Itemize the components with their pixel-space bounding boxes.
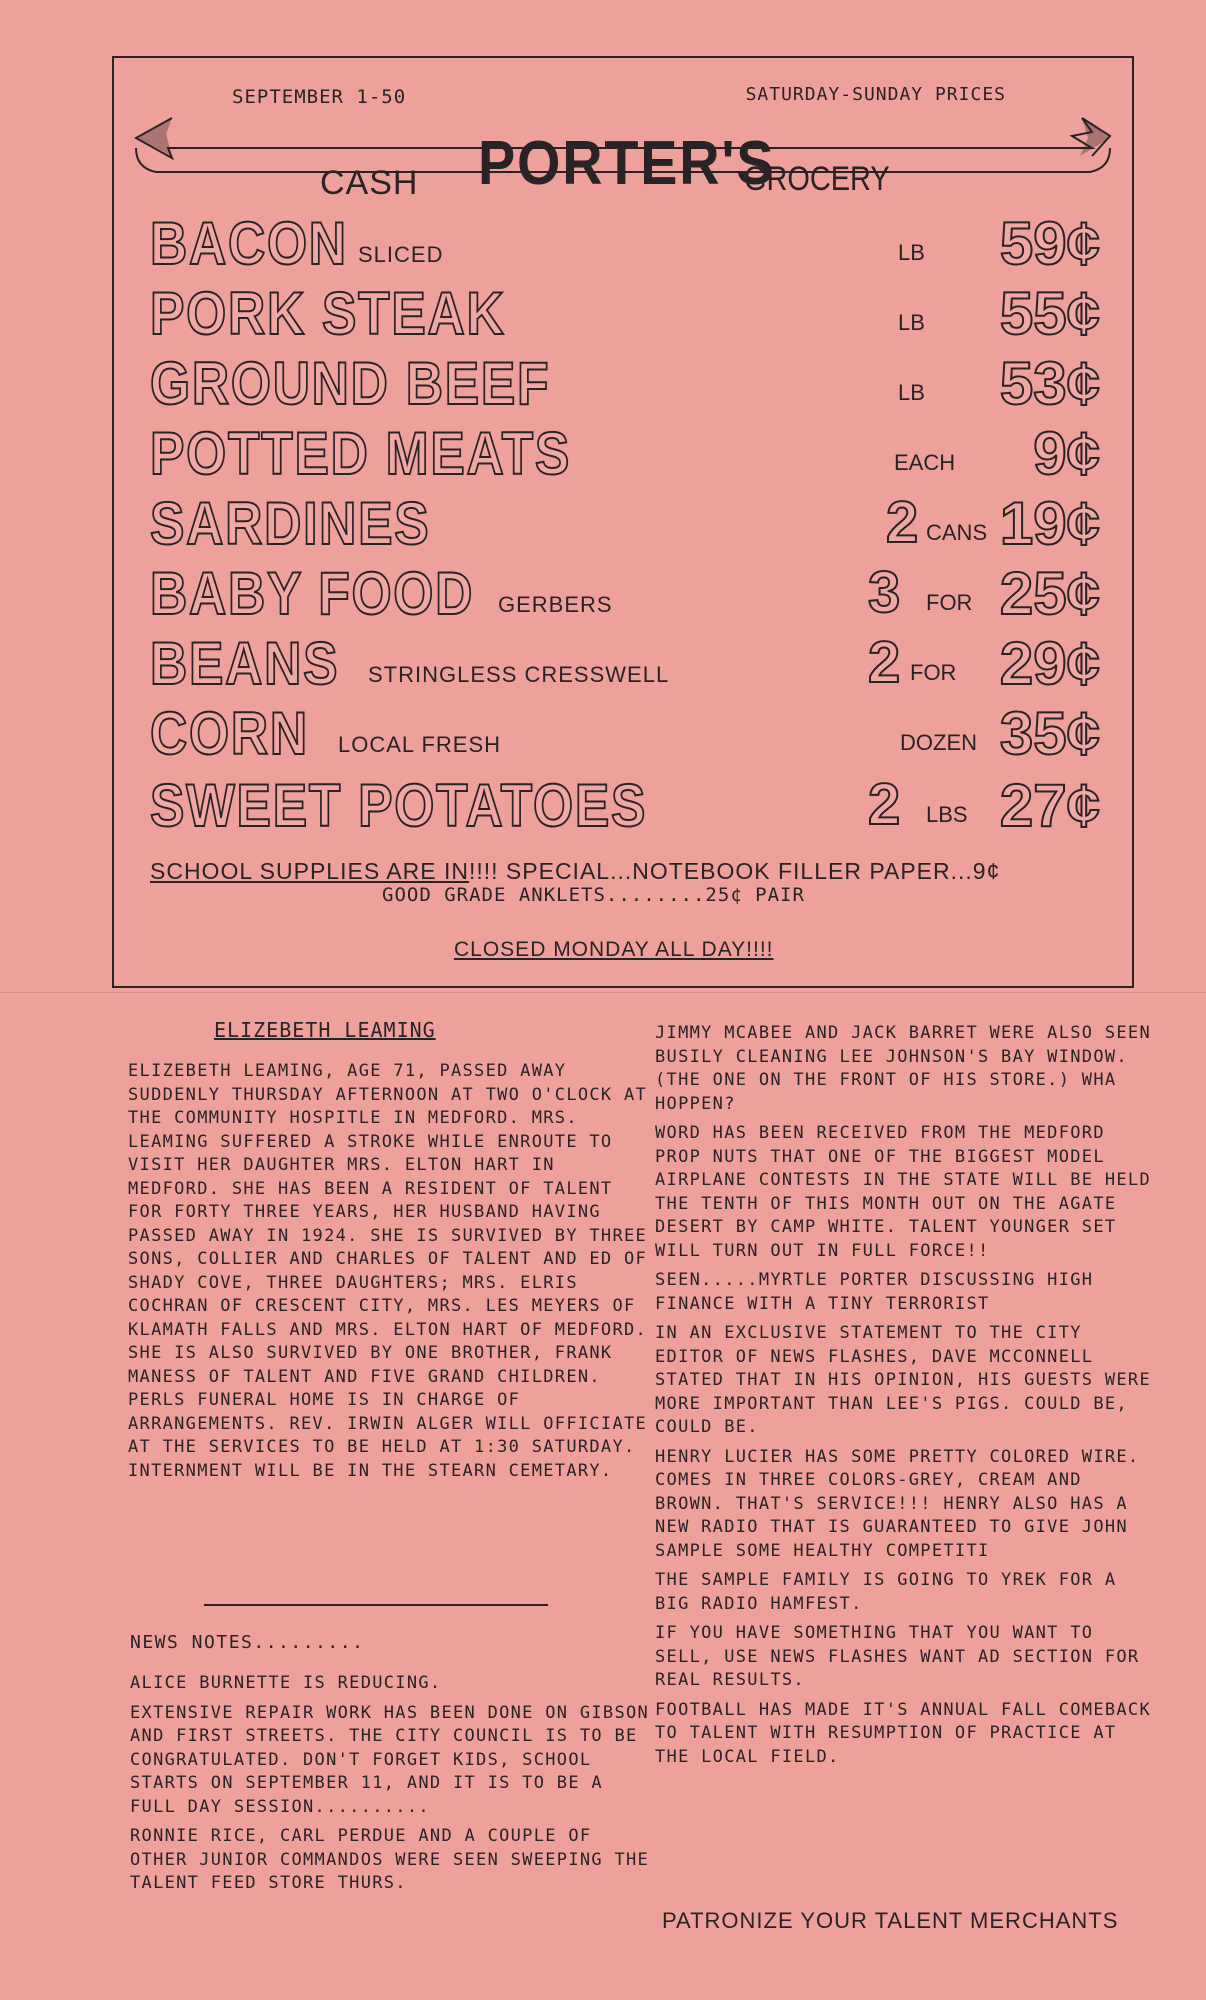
price-item [150, 628, 1100, 698]
item-desc: GERBERS [498, 592, 613, 617]
item-name: CORN [150, 700, 309, 767]
item-desc: LOCAL FRESH [338, 732, 502, 757]
school-supplies-underlined: SCHOOL SUPPLIES ARE IN [150, 858, 469, 884]
item-price: 55¢ [999, 280, 1100, 347]
item-qty: 2 [868, 630, 901, 695]
item-unit: LB [898, 380, 925, 405]
price-item [150, 278, 1100, 348]
store-banner [132, 108, 1114, 208]
item-desc: SLICED [358, 242, 444, 267]
news-notes-title: NEWS NOTES......... [130, 1632, 365, 1653]
news-item: HENRY LUCIER HAS SOME PRETTY COLORED WIRE. COMES IN THREE COLORS-GREY, CREAM AND BROWN. THAT'S SERVICE!!! HENRY ALSO HAS A NEW RADIO THAT IS GUARANTEED TO GIVE JOHN SAMPLE SOME HEALTHY COMPETITI [655, 1446, 1140, 1561]
item-name: GROUND BEEF [150, 350, 551, 417]
item-name: POTTED MEATS [150, 420, 572, 487]
porters-grocery-ad [112, 56, 1134, 988]
price-item [150, 558, 1100, 628]
item-price: 9¢ [1033, 420, 1100, 487]
price-item [150, 418, 1100, 488]
item-unit: FOR [926, 590, 973, 615]
price-item [150, 770, 1100, 840]
school-supplies-special: !!!! SPECIAL...NOTEBOOK FILLER PAPER...9¢ [468, 858, 1001, 884]
news-right-column [655, 1022, 1155, 1775]
anklets-special: GOOD GRADE ANKLETS........25¢ PAIR [382, 884, 805, 906]
obituary-column [128, 1060, 648, 1489]
price-item [150, 348, 1100, 418]
paper-fold-line [0, 992, 1206, 993]
item-desc: STRINGLESS CRESSWELL [368, 662, 670, 687]
news-item: SEEN.....MYRTLE PORTER DISCUSSING HIGH FINANCE WITH A TINY TERRORIST [655, 1270, 1094, 1314]
closed-notice: CLOSED MONDAY ALL DAY!!!! [454, 938, 774, 961]
ad-prices-label: SATURDAY-SUNDAY PRICES [745, 84, 1006, 105]
item-unit: LBS [926, 802, 968, 827]
item-qty: 3 [868, 560, 901, 625]
item-name: BABY FOOD [150, 560, 475, 627]
patronize-slogan: PATRONIZE YOUR TALENT MERCHANTS [662, 1908, 1119, 1933]
item-name: SWEET POTATOES [150, 772, 648, 839]
news-item: EXTENSIVE REPAIR WORK HAS BEEN DONE ON GIBSON AND FIRST STREETS. THE CITY COUNCIL IS TO BE CONGRATULATED. DON'T FORGET KIDS, SCHOOL STARTS ON SEPTEMBER 11, AND IT IS TO BE A FULL DAY SESSION.......... [130, 1702, 650, 1817]
item-price: 35¢ [999, 700, 1100, 767]
news-item: WORD HAS BEEN RECEIVED FROM THE MEDFORD PROP NUTS THAT ONE OF THE BIGGEST MODEL AIRPLANE CONTESTS IN THE STATE WILL BE HELD THE TENTH OF THIS MONTH OUT ON THE AGATE DESERT BY CAMP WHITE. TALENT YOUNGER SET WILL TURN OUT IN FULL FORCE!! [655, 1123, 1151, 1261]
item-unit: CANS [926, 520, 988, 545]
news-item: JIMMY MCABEE AND JACK BARRET WERE ALSO SEEN BUSILY CLEANING LEE JOHNSON'S BAY WINDOW.(THE ONE ON THE FRONT OF HIS STORE.) WHA HOPPEN? [655, 1023, 1151, 1114]
obituary-text: ELIZEBETH LEAMING, AGE 71, PASSED AWAY SUDDENLY THURSDAY AFTERNOON AT TWO O'CLOCK AT THE COMMUNITY HOSPITLE IN MEDFORD. MRS. LEAMING SUFFERED A STROKE WHILE ENROUTE TO VISIT HER DAUGHTER MRS. ELTON HART IN MEDFORD. SHE HAS BEEN A RESIDENT OF TALENT FOR FORTY THREE YEARS, HER HUSBAND HAVING PASSED AWAY IN 1924. SHE IS SURVIVED BY THREE SONS, COLLIER AND CHARLES OF TALENT AND ED OF SHADY COVE, THREE DAUGHTERS; MRS. ELRIS COCHRAN OF CRESCENT CITY, MRS. LES MEYERS OF KLAMATH FALLS AND MRS. ELTON HART OF MEDFORD. SHE IS ALSO SURVIVED BY ONE BROTHER, FRANK MANESS OF TALENT AND FIVE GRAND CHILDREN. PERLS FUNERAL HOME IS IN CHARGE OF ARRANGEMENTS. REV. IRWIN ALGER WILL OFFICIATE AT THE SERVICES TO BE HELD AT 1:30 SATURDAY. INTERNMENT WILL BE IN THE STEARN CEMETARY. [128, 1061, 648, 1481]
store-name: PORTER'S [478, 129, 776, 198]
item-name: BACON [150, 210, 348, 277]
price-item [150, 208, 1100, 278]
news-item: FOOTBALL HAS MADE IT'S ANNUAL FALL COMEBACK TO TALENT WITH RESUMPTION OF PRACTICE AT THE LOCAL FIELD. [655, 1699, 1151, 1767]
price-item [150, 488, 1100, 558]
banner-cash: CASH [320, 164, 419, 202]
item-unit: DOZEN [900, 730, 977, 755]
item-price: 29¢ [999, 630, 1100, 697]
ad-date: SEPTEMBER 1-50 [232, 86, 407, 108]
item-price: 27¢ [999, 772, 1100, 839]
item-price: 53¢ [999, 350, 1100, 417]
banner-grocery: GROCERY [744, 160, 890, 198]
item-unit: FOR [910, 660, 957, 685]
obituary-title: ELIZEBETH LEAMING [214, 1018, 436, 1042]
news-left-column [130, 1672, 660, 1902]
item-price: 19¢ [999, 490, 1100, 557]
item-unit: LB [898, 310, 925, 335]
section-divider [204, 1604, 548, 1606]
news-item: THE SAMPLE FAMILY IS GOING TO YREK FOR A BIG RADIO HAMFEST. [655, 1570, 1117, 1614]
school-supplies-line [150, 858, 1000, 885]
item-unit: EACH [894, 450, 956, 475]
item-name: SARDINES [150, 490, 431, 557]
item-price: 25¢ [999, 560, 1100, 627]
item-unit: LB [898, 240, 925, 265]
item-qty: 2 [886, 490, 919, 555]
news-item: IF YOU HAVE SOMETHING THAT YOU WANT TO SELL, USE NEWS FLASHES WANT AD SECTION FOR REAL RESULTS. [655, 1623, 1140, 1690]
item-name: BEANS [150, 630, 340, 697]
news-item: ALICE BURNETTE IS REDUCING. [130, 1673, 442, 1693]
item-qty: 2 [868, 772, 901, 837]
news-item: RONNIE RICE, CARL PERDUE AND A COUPLE OF OTHER JUNIOR COMMANDOS WERE SEEN SWEEPING THE TALENT FEED STORE THURS. [130, 1826, 650, 1893]
price-item [150, 698, 1100, 768]
item-price: 59¢ [999, 210, 1100, 277]
item-name: PORK STEAK [150, 280, 506, 347]
news-item: IN AN EXCLUSIVE STATEMENT TO THE CITY EDITOR OF NEWS FLASHES, DAVE MCCONNELL STATED THAT IN HIS OPINION, HIS GUESTS WERE MORE IMPORTANT THAN LEE'S PIGS. COULD BE, COULD BE. [655, 1323, 1151, 1437]
